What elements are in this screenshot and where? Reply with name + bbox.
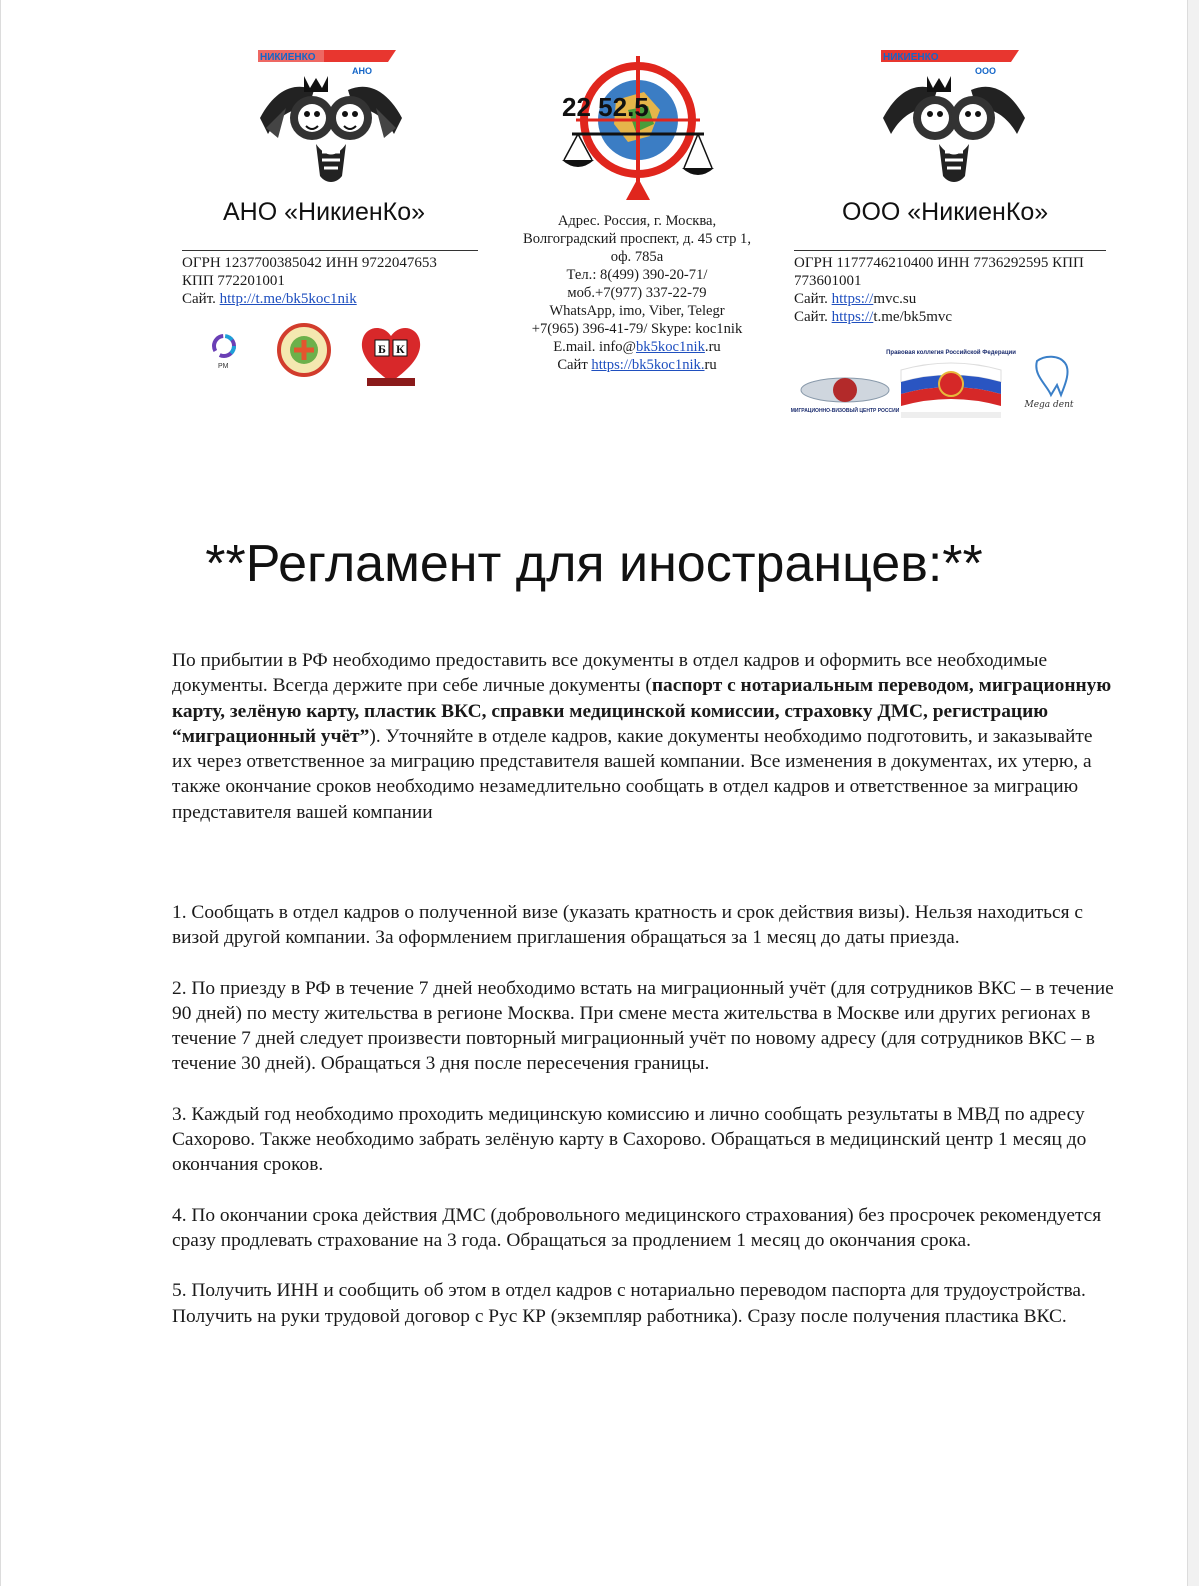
address-line: Волгоградский проспект, д. 45 стр 1, [523,231,751,247]
emblem-banner-top: НИКИЕНКО [883,52,939,63]
emblem-banner-top: НИКИЕНКО [260,52,316,63]
ooo-nikienko-emblem [879,48,1029,190]
email-prefix: E.mail. info@ [553,339,636,355]
rule-item: 3. Каждый год необходимо проходить медицинскую комиссию и лично сообщать результаты в МВД по адресу Сахорово. Также необходимо забрать зелёную карту в Сахорово. Обращаться в медицинский центр 1 месяц до окончания сроков. [172,1103,1087,1176]
email-link[interactable]: bk5koc1nik [636,339,705,355]
right-divider [794,250,1106,251]
intro-paragraph [172,648,1117,825]
svg-text:Б: Б [378,342,386,356]
right-requisites [794,254,1109,326]
emblem-banner-sub: ООО [975,66,997,76]
site-line [506,356,768,374]
rule-item: 5. Получить ИНН и сообщить об этом в отдел кадров с нотариально переводом паспорта для трудоустройства. Получить на руки трудовой договор с Рус КР (экземпляр работника). Сразу после получения пластика ВКС. [172,1280,1086,1327]
site-suffix: ru [704,357,717,373]
migration-visa-center-logo-icon [790,372,900,422]
mvc-caption: МИГРАЦИОННО-ВИЗОВЫЙ ЦЕНТР РОССИИ [790,408,900,414]
left-org-name: АНО «НикиенКо» [223,198,426,226]
address-line: оф. 785а [610,249,664,265]
center-scales-globe-logo [558,50,718,208]
address-line: Адрес. Россия, г. Москва, [557,213,717,229]
right-site2-label: Сайт. [794,309,828,325]
intro-required-documents: паспорт с нотариальным переводом, миграционную карту, зелёную карту, пластик ВКС, справки медицинской комиссии, страховку ДМС, регистрацию “миграционный учёт” [172,675,1112,747]
ano-nikienko-emblem [256,48,406,190]
svg-text:К: К [396,342,405,356]
email-line [506,338,768,356]
flag-caption: Правовая коллегия Российской Федерации [886,350,1016,356]
left-requisites [182,254,472,308]
right-site2-link[interactable]: https:// [831,309,874,325]
mega-dent-logo-icon [1015,355,1083,411]
skype-line: +7(965) 396-41-79/ Skype: koc1nik [531,321,743,337]
right-site1-suffix: mvc.su [873,291,917,307]
right-site1-link[interactable]: https:// [831,291,874,307]
intro-text-start: По прибытии в РФ необходимо предоставить все документы в отдел кадров и оформить все необходимые документы. Всегда держите при себе личные документы ( [172,650,1048,697]
right-site2-suffix: t.me/bk5mvc [873,309,953,325]
rm-logo-icon [204,328,250,374]
mega-dent-caption: Mega dent [1024,400,1074,410]
messengers-line: WhatsApp, imo, Viber, Telegr [549,303,725,319]
intro-text-end: ). Уточняйте в отделе кадров, какие документы необходимо подготовить, и заказывайте их через ответственное за миграцию представителя вашей компании. Все изменения в документах, их утерю, а также окончание сроков необходимо незамедлительно сообщать в отдел кадров и ответственное за миграцию представителя вашей компании [172,725,1093,823]
rule-item: 1. Сообщать в отдел кадров о полученной визе (указать кратность и срок действия визы). Нельзя находиться с визой другой компании. За оформлением приглашения обращаться за 1 месяц до даты приезда. [172,902,1083,949]
legal-collegium-flag-logo-icon [886,346,1016,424]
rules-list [172,900,1117,1354]
left-site-label: Сайт. [182,291,216,307]
site-prefix: Сайт [557,357,592,373]
emblem-banner-sub: АНО [352,66,372,76]
document-title: **Регламент для иностранцев:** [205,535,983,593]
left-divider [182,250,478,251]
left-ogrn-inn-kpp: ОГРН 1237700385042 ИНН 9722047653 КПП 772201001 [182,255,437,289]
right-site1-label: Сайт. [794,291,828,307]
left-site-link[interactable]: http://t.me/bk5koc1nik [219,291,357,307]
mobile-line: моб.+7(977) 337-22-79 [567,285,707,301]
phone-line: Тел.: 8(499) 390-20-71/ [566,267,708,283]
right-ogrn-inn-kpp: ОГРН 1177746210400 ИНН 7736292595 КПП 773601001 [794,255,1084,289]
right-org-name: ООО «НикиенКо» [842,198,1049,226]
rule-item: 4. По окончании срока действия ДМС (добровольного медицинского страхования) без просрочек рекомендуется сразу продлевать страхование на 3 года. Обращаться за продлением 1 месяц до окончания срока. [172,1204,1102,1251]
site-link[interactable]: https://bk5koc1nik. [591,357,705,373]
center-contact-block [506,212,768,374]
rule-item: 2. По приезду в РФ в течение 7 дней необходимо встать на миграционный учёт (для сотрудников ВКС – в течение 90 дней) по месту жительства в регионе Москва. При смене места жительства в Москве или других регионах в течение 7 дней следует произвести повторный миграционный учёт по новому адресу (для сотрудников ВКС – в течение 30 дней). Обращаться 3 дня после пересечения границы. [172,977,1114,1075]
logo-number: 22 52.5 [562,92,649,122]
heart-bk-logo-icon [357,320,425,390]
email-suffix: .ru [704,339,721,355]
round-seal-logo-icon [274,322,334,378]
rm-label: PM [218,363,229,370]
